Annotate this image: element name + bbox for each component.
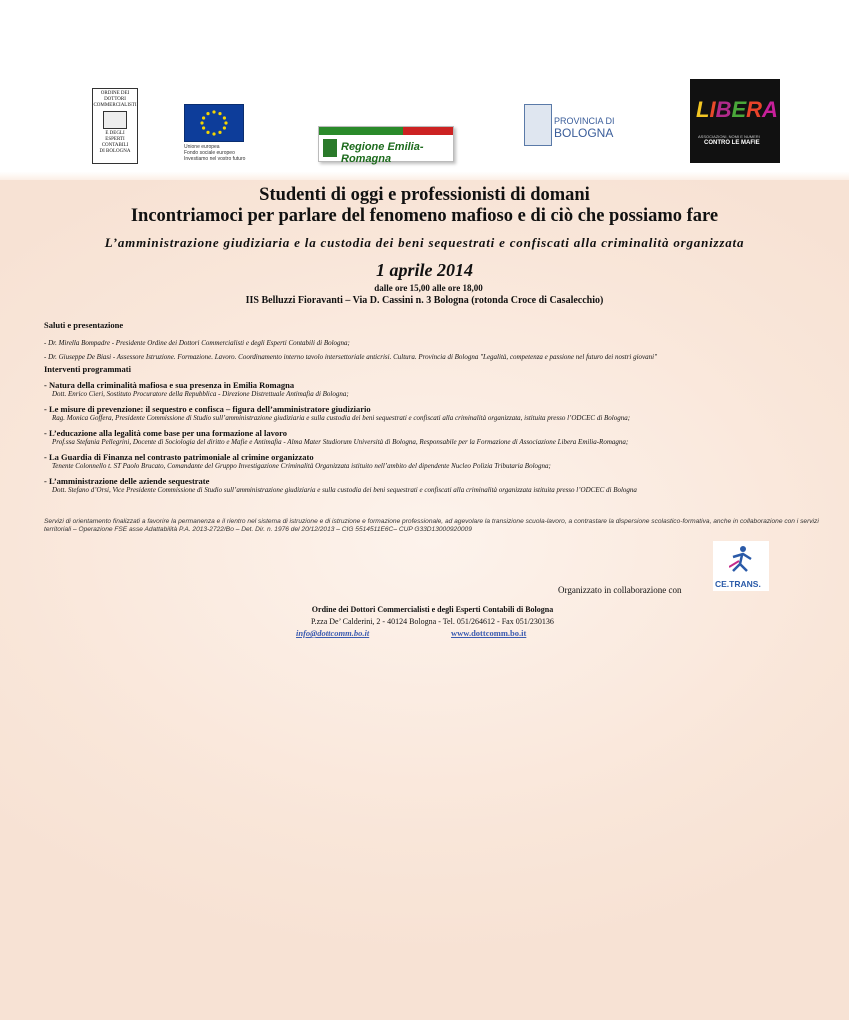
talk-title: - L’educazione alla legalità come base per una formazione al lavoro: [44, 428, 288, 438]
greeting-line: - Dr. Mirella Bompadre - Presidente Ordine dei Dottori Commercialisti e degli Esperti Contabili di Bologna;: [44, 339, 350, 347]
emilia-romagna-logo: [318, 126, 454, 165]
talk-speaker: Dott. Enrico Cieri, Sostituto Procuratore della Repubblica - Direzione Distrettuale Antimafia di Bologna;: [52, 390, 349, 398]
talk-speaker: Rag. Monica Goffera, Presidente Commissione di Studio sull’amministrazione giudiziaria e sulla custodia dei beni sequestrati e confiscati alla criminalità organizzata, istituita presso l’ODCEC di Bologna;: [52, 414, 631, 422]
talk-item: [44, 404, 814, 423]
talks-heading: Interventi programmati: [44, 364, 131, 374]
talk-item: [44, 476, 814, 495]
talk-item: [44, 452, 814, 471]
talk-item: [44, 428, 814, 447]
eu-caption-1: Unione europea: [184, 144, 220, 150]
funding-note: Servizi di orientamento finalizzati a favorire la permanenza e il rientro nel sistema di istruzione e di istruzione e formazione professionale, ad agevolare la transizione scuola-lavoro, a contrastare la dispersione scolastico-formativa, anche in collaborazione con i servizi territoriali – Operazione FSE asse Adattabilità P.A. 2013-2722/Bo – Det. Dir. n. 1976 del 20/12/2013 – CIG 5514511E6C– CUP G33D13000920009: [44, 518, 819, 533]
talk-item: [44, 380, 814, 399]
provincia-line2: BOLOGNA: [554, 126, 614, 140]
footer-org: Ordine dei Dottori Commercialisti e degli Esperti Contabili di Bologna: [311, 605, 554, 614]
er-red-stripe: [403, 127, 453, 135]
odcec-logo-text-top: ORDINE DEI DOTTORI COMMERCIALISTI: [93, 91, 137, 108]
eu-caption-3: Investiamo nel vostro futuro: [184, 156, 246, 162]
footer-website-link[interactable]: www.dottcomm.bo.it: [451, 628, 527, 638]
eu-caption-2: Fondo sociale europeo: [184, 150, 235, 156]
event-date: 1 aprile 2014: [376, 260, 473, 280]
top-blank-band: [0, 0, 849, 75]
talk-speaker: Tenente Colonnello t. ST Paolo Brucato, Comandante del Gruppo Investigazione Criminalità Organizzata istituito nell’ambito del dipendente Nucleo Polizia Tributaria Bologna;: [52, 462, 551, 470]
talk-speaker: Dott. Stefano d’Orsi, Vice Presidente Commissione di Studio sull’amministrazione giudiziaria e sulla custodia dei beni sequestrati e confiscati alla criminalità organizzata istituita presso l’ODCEC di Bologna: [52, 486, 637, 494]
libera-sub2: CONTRO LE MAFIE: [704, 140, 760, 146]
talk-title: - Natura della criminalità mafiosa e sua presenza in Emilia Romagna: [44, 380, 295, 390]
organizer-label: Organizzato in collaborazione con: [558, 585, 682, 595]
cetrans-text: CE.TRANS.: [715, 579, 761, 589]
running-figure-icon: [729, 545, 753, 573]
libera-wordmark: LIBERA: [696, 97, 778, 122]
eu-logo: [184, 104, 264, 164]
greetings-heading: Saluti e presentazione: [44, 320, 124, 330]
eu-flag-icon: [184, 104, 244, 142]
footer-email-link[interactable]: info@dottcomm.bo.it: [296, 628, 370, 638]
event-venue: IIS Belluzzi Fioravanti – Via D. Cassini n. 3 Bologna (rotonda Croce di Casalecchio): [245, 295, 604, 306]
odcec-logo-text-bottom: E DEGLI ESPERTI CONTABILI DI BOLOGNA: [99, 131, 131, 154]
libera-logo: [690, 79, 780, 163]
provincia-bologna-logo: [520, 102, 620, 150]
odcec-logo: [92, 88, 138, 164]
crest-icon: [524, 104, 552, 146]
cetrans-logo: [713, 541, 769, 591]
page-background: [0, 180, 849, 1020]
event-time: dalle ore 15,00 alle ore 18,00: [374, 283, 483, 293]
talk-title: - La Guardia di Finanza nel contrasto patrimoniale al crimine organizzato: [44, 452, 314, 462]
er-region-mark-icon: [323, 139, 337, 157]
footer-address: P.zza De’ Calderini, 2 - 40124 Bologna - Tel. 051/264612 - Fax 051/230136: [311, 617, 554, 626]
title-line-2: Incontriamoci per parlare del fenomeno mafioso e di ciò che possiamo fare: [130, 206, 719, 226]
greeting-line: - Dr. Giuseppe De Biasi - Assessore Istruzione. Formazione. Lavoro. Coordinamento interno tavolo intersettoriale anticrisi. Cultura. Provincia di Bologna "Legalità, competenza e passione nel futuro dei nostri giovani": [44, 353, 658, 361]
subtitle: L’amministrazione giudiziaria e la custodia dei beni sequestrati e confiscati alla criminalità organizzata: [104, 235, 745, 250]
libera-sub1: ASSOCIAZIONI, NOMI E NUMERI: [698, 134, 760, 139]
title-line-1: Studenti di oggi e professionisti di domani: [259, 185, 590, 205]
talk-title: - Le misure di prevenzione: il sequestro e confisca – figura dell’amministratore giudiziario: [44, 404, 371, 414]
provincia-line1: PROVINCIA DI: [554, 116, 615, 126]
book-icon: [103, 111, 127, 129]
talk-title: - L’amministrazione delle aziende sequestrate: [44, 476, 210, 486]
talk-speaker: Prof.ssa Stefania Pellegrini, Docente di Sociologia del diritto e Mafie e Antimafia - Alma Mater Studiorum Università di Bologna, Responsabile per la Formazione di Associazione Libera Emilia-Romagna;: [52, 438, 629, 446]
er-logo-text: Regione Emilia-Romagna: [341, 141, 424, 165]
program: [44, 318, 814, 500]
